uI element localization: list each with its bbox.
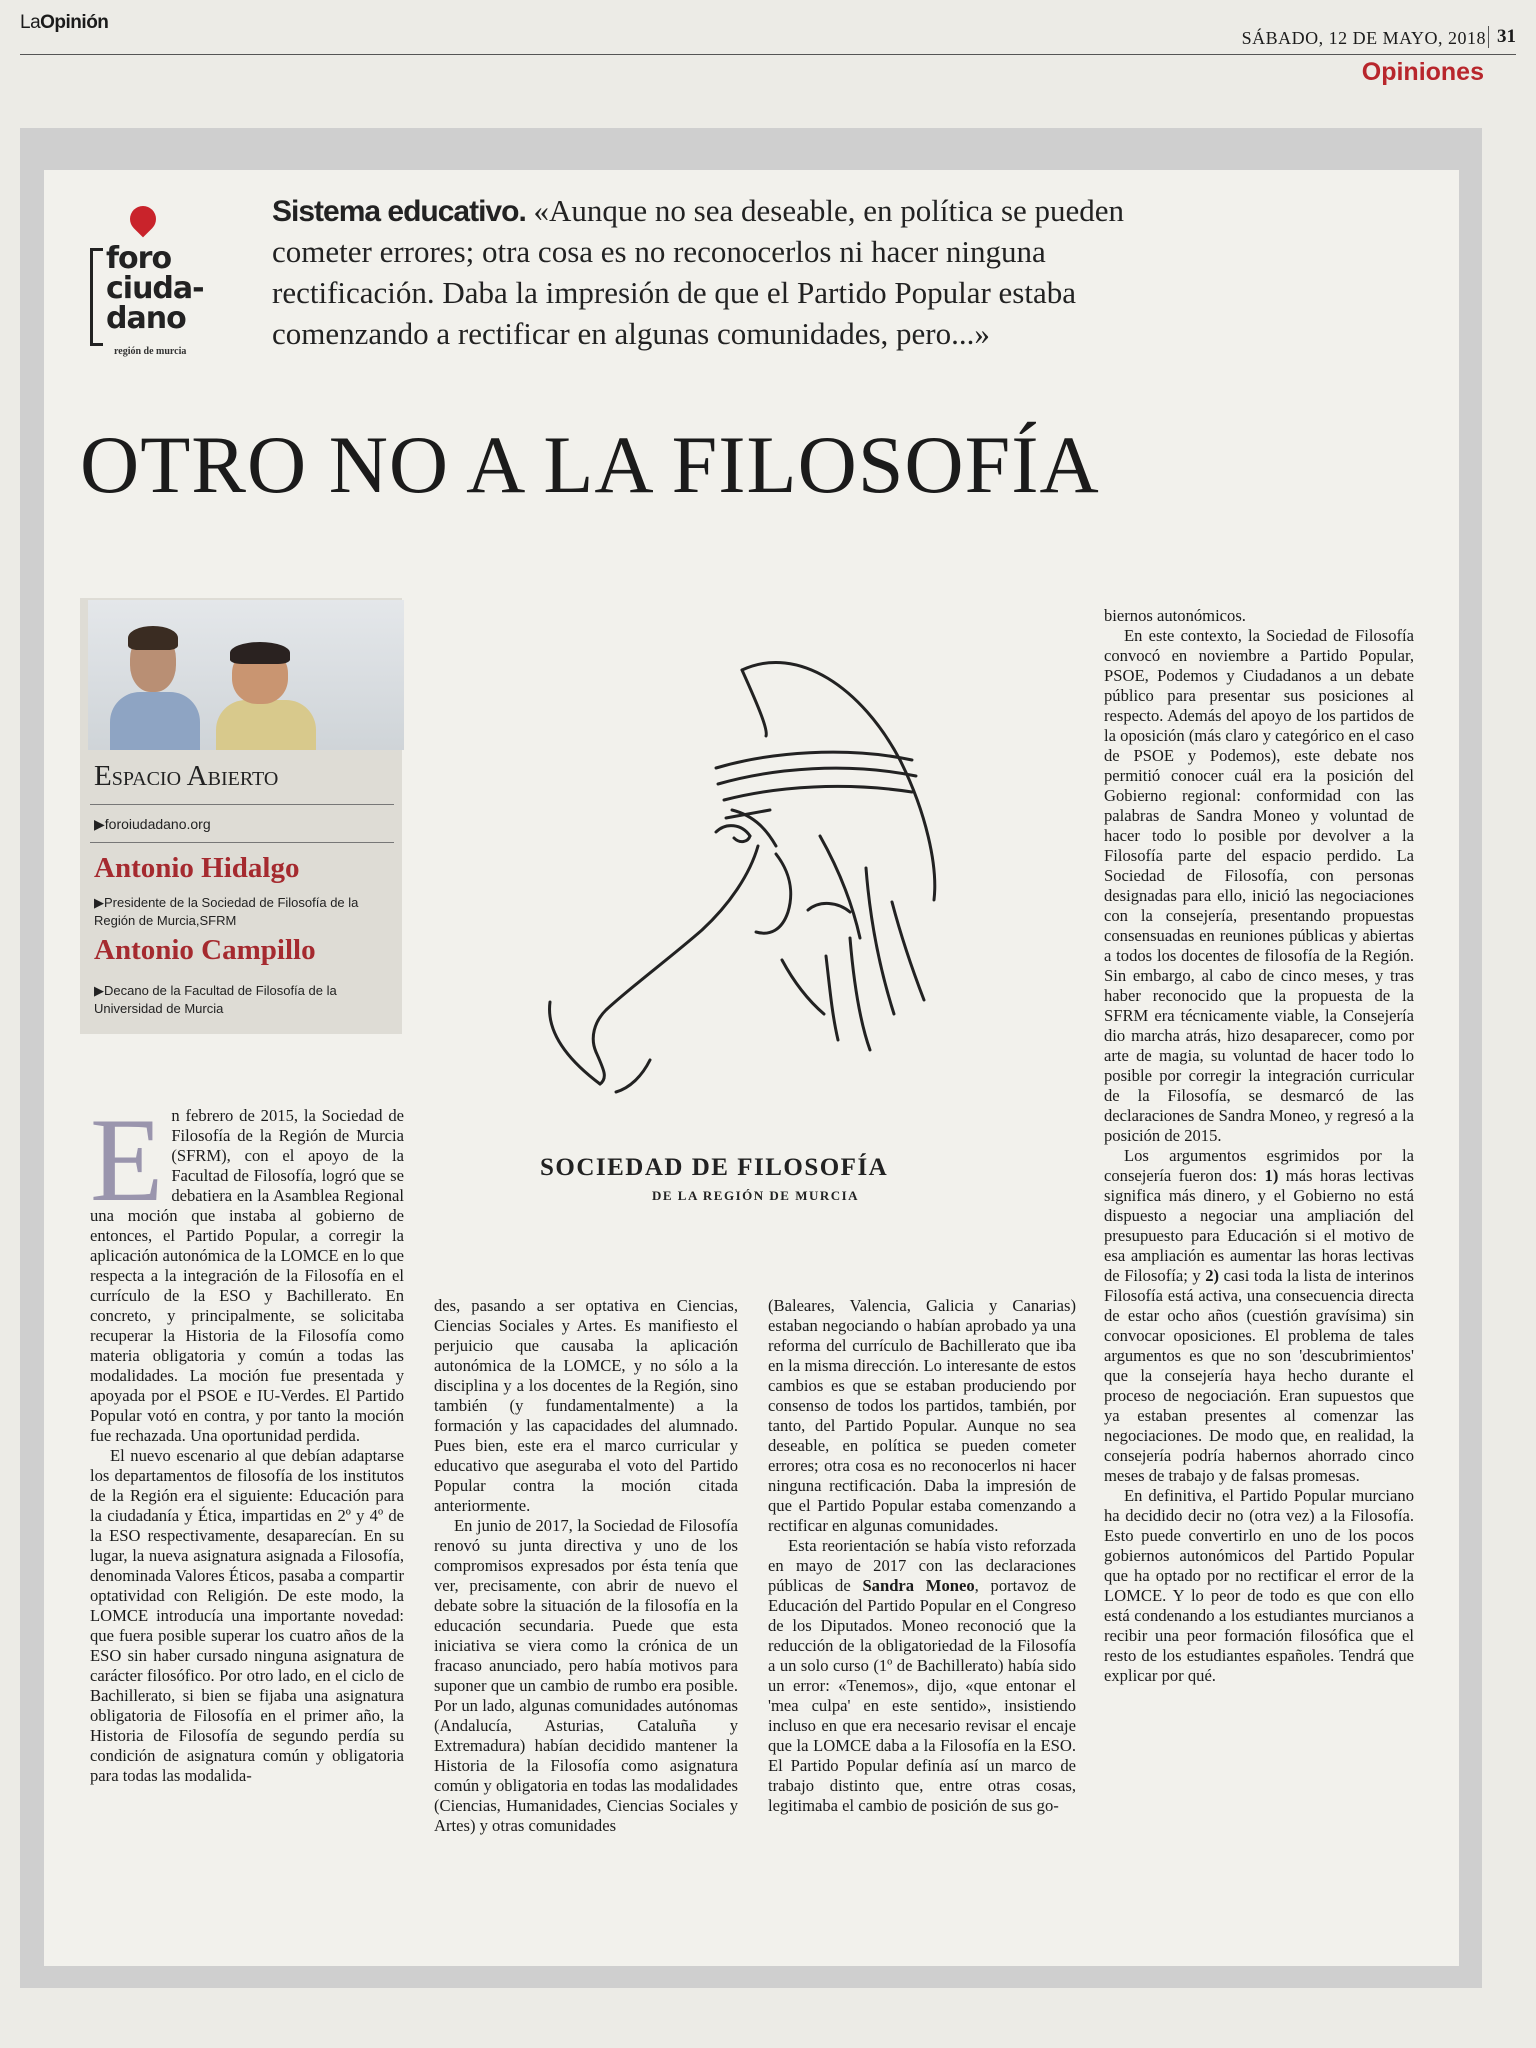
logo-word-2: ciuda- [106, 271, 204, 306]
headline: OTRO NO A LA FILOSOFÍA [80, 419, 1100, 510]
paragraph: El nuevo escenario al que debían adaptarse los departamentos de filosofía de los institutos de la Región era el siguiente: Educación para la ciudadanía y Ética, impartidas en 2º y 4º de la ESO respectivamente, desaparecían. En su lugar, la nueva asignatura asignada a Filosofía, denominada Valores Éticos, pasaba a compartir optatividad con Religión. De este modo, la LOMCE introducía una importante novedad: que fuera posible superar los cuatro años de la ESO sin haber cursado ninguna asignatura de carácter filosófico. Por otro lado, en el ciclo de Bachillerato, si bien se fijaba una asignatura obligatoria de Filosofía en el primer año, la Historia de Filosofía de segundo perdía su condición de asignatura común y obligatoria para todas las modalida- [90, 1446, 404, 1785]
article-column-2 [434, 1296, 738, 1836]
author-2-hair [230, 642, 290, 664]
deck-lead: Sistema educativo. [272, 195, 526, 228]
paragraph [1104, 1146, 1414, 1486]
highlighted-name: Sandra Moneo [862, 1576, 975, 1595]
paragraph: biernos autonómicos. [1104, 606, 1246, 625]
society-region: DE LA REGIÓN DE MURCIA [652, 1188, 860, 1203]
logo-word-1: foro [106, 241, 172, 276]
foro-ciudadano-logo [86, 206, 226, 366]
paragraph: En definitiva, el Partido Popular murciano ha decidido decir no (otra vez) a la Filosofía. Esto puede convertirlo en uno de los pocos gobiernos autonómicos del Partido Popular que ha optado por no rectificar el error de la LOMCE. Y lo peor de todo es que con ello está condenando a los estudiantes murcianos a recibir una peor formación filosófica que el resto de los estudiantes españoles. Tendrá que explicar por qué. [1104, 1486, 1414, 1685]
paragraph: des, pasando a ser optativa en Ciencias, Ciencias Sociales y Artes. Es manifiesto el perjuicio que causaba la aplicación autonómica de la LOMCE, y no sólo a la disciplina y a los docentes de la Región, sino también (y fundamentalmente) a la formación y las capacidades del alumnado. Pues bien, este era el marco curricular y educativo que aseguraba el voto del Partido Popular contra la moción citada anteriormente. [434, 1296, 738, 1515]
location-pin-icon [125, 201, 162, 238]
paragraph-text: más horas lectivas significa más dinero, y el Gobierno no está dispuesto a negociar una ampliación del presupuesto para Educación si el motivo de esa ampliación es aumentar las horas lectivas de Filosofía; y [1104, 1166, 1414, 1285]
page-number: 31 [1488, 26, 1516, 48]
paragraph-text: casi toda la lista de interinos Filosofía está activa, una consecuencia directa de estar ocho años (cuestión gravísima) sin convocar oposiciones. El problema de tales argumentos es que no son 'descubrimientos' que la consejería haya hecho durante el proceso de negociación. Eran supuestos que ya estaban presentes al comenzar las negociaciones. De modo que, en realidad, la consejería podría habernos ahorrado cinco meses de trabajo y de falsas promesas. [1104, 1266, 1414, 1485]
deck-quote: «Aunque no sea deseable, en política se pueden cometer errores; otra cosa es no reconocerlos ni hacer ninguna rectificación. Daba la impresión de que el Partido Popular estaba comenzando a rectificar en algunas comunidades, pero...» [272, 193, 1125, 351]
author-role: ▶Presidente de la Sociedad de Filosofía de la Región de Murcia,SFRM [94, 895, 359, 928]
drop-cap: E [90, 1093, 164, 1226]
authors-photo [88, 600, 404, 750]
divider [90, 804, 394, 805]
section-label: Opiniones [1361, 58, 1484, 86]
society-name: SOCIEDAD DE FILOSOFÍA [540, 1154, 889, 1181]
author-1-hair [128, 626, 178, 650]
masthead [20, 8, 1516, 55]
paragraph-text: , portavoz de Educación del Partido Popular en el Congreso de los Diputados. Moneo reconoció que la reducción de la obligatoriedad de la Filosofía a un solo curso (1º de Bachillerato) había sido un error: «Tenemos», dijo, «que entonar el 'mea culpa' en este sentido», insistiendo incluso en que era necesario revisar el encaje que la LOMCE daba a la Filosofía en la ESO. El Partido Popular definía así un marco de trabajo distinto que, entre otras cosas, legitimaba el cambio de posición de sus go- [768, 1576, 1076, 1815]
paragraph-text: n febrero de 2015, la Sociedad de Filosofía de la Región de Murcia (SFRM), con el apoyo de la Facultad de Filosofía, logró que se debatiera en la Asamblea Regional una moción que instaba al gobierno de entonces, el Partido Popular, a corregir la aplicación autonómica de la LOMCE en lo que respecta a la integración de la Filosofía en el currículo de la ESO y Bachillerato. En concreto, y principalmente, se solicitaba recuperar la Historia de la Filosofía como materia obligatoria y común a todas las modalidades. La moción fue presentada y apoyada por el PSOE e IU-Verdes. El Partido Popular votó en contra, y por tanto la moción fue rechazada. Una oportunidad perdida. [90, 1106, 404, 1445]
paragraph: (Baleares, Valencia, Galicia y Canarias) estaban negociando o habían aprobado ya una reforma del currículo de Bachillerato que iba en la misma dirección. Lo interesante de estos cambios es que se estaban produciendo por consenso de todos los partidos, también, por tanto, del Partido Popular. Aunque no sea deseable, en política se pueden cometer errores; otra cosa es no reconocerlos ni hacer ninguna rectificación. Daba la impresión de que el Partido Popular estaba comenzando a rectificar en algunas comunidades. [768, 1296, 1076, 1535]
author-box [80, 598, 402, 1034]
logo-bracket [90, 248, 103, 346]
divider [90, 842, 394, 843]
author-1-figure [110, 692, 200, 750]
article-column-1 [90, 1093, 404, 1786]
brand-name: Opinión [40, 12, 109, 33]
brand-prefix: La [20, 12, 41, 33]
article-column-3 [768, 1296, 1076, 1816]
athena-helmet-illustration [520, 640, 940, 1140]
logo-word-3: dano [106, 301, 186, 336]
article-deck [272, 190, 1172, 354]
article-column-4 [1104, 606, 1414, 1686]
author-name: Antonio Hidalgo [94, 852, 300, 884]
paragraph [90, 1093, 404, 1446]
list-marker: 2) [1205, 1266, 1220, 1285]
paragraph: En este contexto, la Sociedad de Filosofía convocó en noviembre a Partido Popular, PSOE, Podemos y Ciudadanos a un debate público para presentar sus posiciones al respecto. Además del apoyo de los partidos de la oposición (más claro y categórico en el caso de PSOE y Podemos), este debate nos permitió conocer cuál era la posición del Gobierno regional: conformidad con las palabras de Sandra Moneo y voluntad de hacer todo lo posible por devolver a la Filosofía parte del espacio perdido. La Sociedad de Filosofía, con personas designadas para ello, inició las negociaciones con la consejería, presentando propuestas consensuadas en reuniones públicas y abiertas a todos los docentes de filosofía de la Región. Sin embargo, al cabo de cinco meses, y tras haber reconocido que la propuesta de la SFRM era técnicamente viable, la Consejería dio marcha atrás, hizo desaparecer, como por arte de magia, su voluntad de hacer todo lo posible por corregir la integración curricular de la Filosofía, se desmarcó de las declaraciones de Sandra Moneo, y regresó a la posición de 2015. [1104, 626, 1414, 1145]
author-2-figure [216, 700, 316, 750]
author-role: ▶Decano de la Facultad de Filosofía de la Universidad de Murcia [94, 983, 337, 1016]
paragraph: En junio de 2017, la Sociedad de Filosofía renovó su junta directiva y uno de los compromisos expresados por ésta tenía que ver, precisamente, con abrir de nuevo el debate sobre la situación de la filosofía en la educación secundaria. Puede que esta iniciativa se viera como la crónica de un fracaso anunciado, pero había motivos para suponer que un cambio de rumbo era posible. Por un lado, algunas comunidades autónomas (Andalucía, Asturias, Cataluña y Extremadura) habían decidido mantener la Historia de la Filosofía como asignatura común y obligatoria en todas las modalidades (Ciencias, Humanidades, Ciencias Sociales y Artes) y otras comunidades [434, 1516, 738, 1835]
paragraph-text: Los argumentos esgrimidos por la consejería fueron dos: [1104, 1146, 1414, 1185]
author-name: Antonio Campillo [94, 934, 316, 966]
list-marker: 1) [1264, 1166, 1279, 1185]
paragraph-text: Esta reorientación se había visto reforzada en mayo de 2017 con las declaraciones públicas de [768, 1536, 1076, 1595]
logo-subtitle: región de murcia [114, 346, 187, 357]
newspaper-logo [20, 12, 108, 34]
column-name: Espacio Abierto [94, 760, 279, 792]
paragraph [768, 1536, 1076, 1816]
website-link[interactable]: ▶foroiudadano.org [94, 816, 211, 832]
issue-date: SÁBADO, 12 DE MAYO, 2018 [1241, 28, 1486, 48]
